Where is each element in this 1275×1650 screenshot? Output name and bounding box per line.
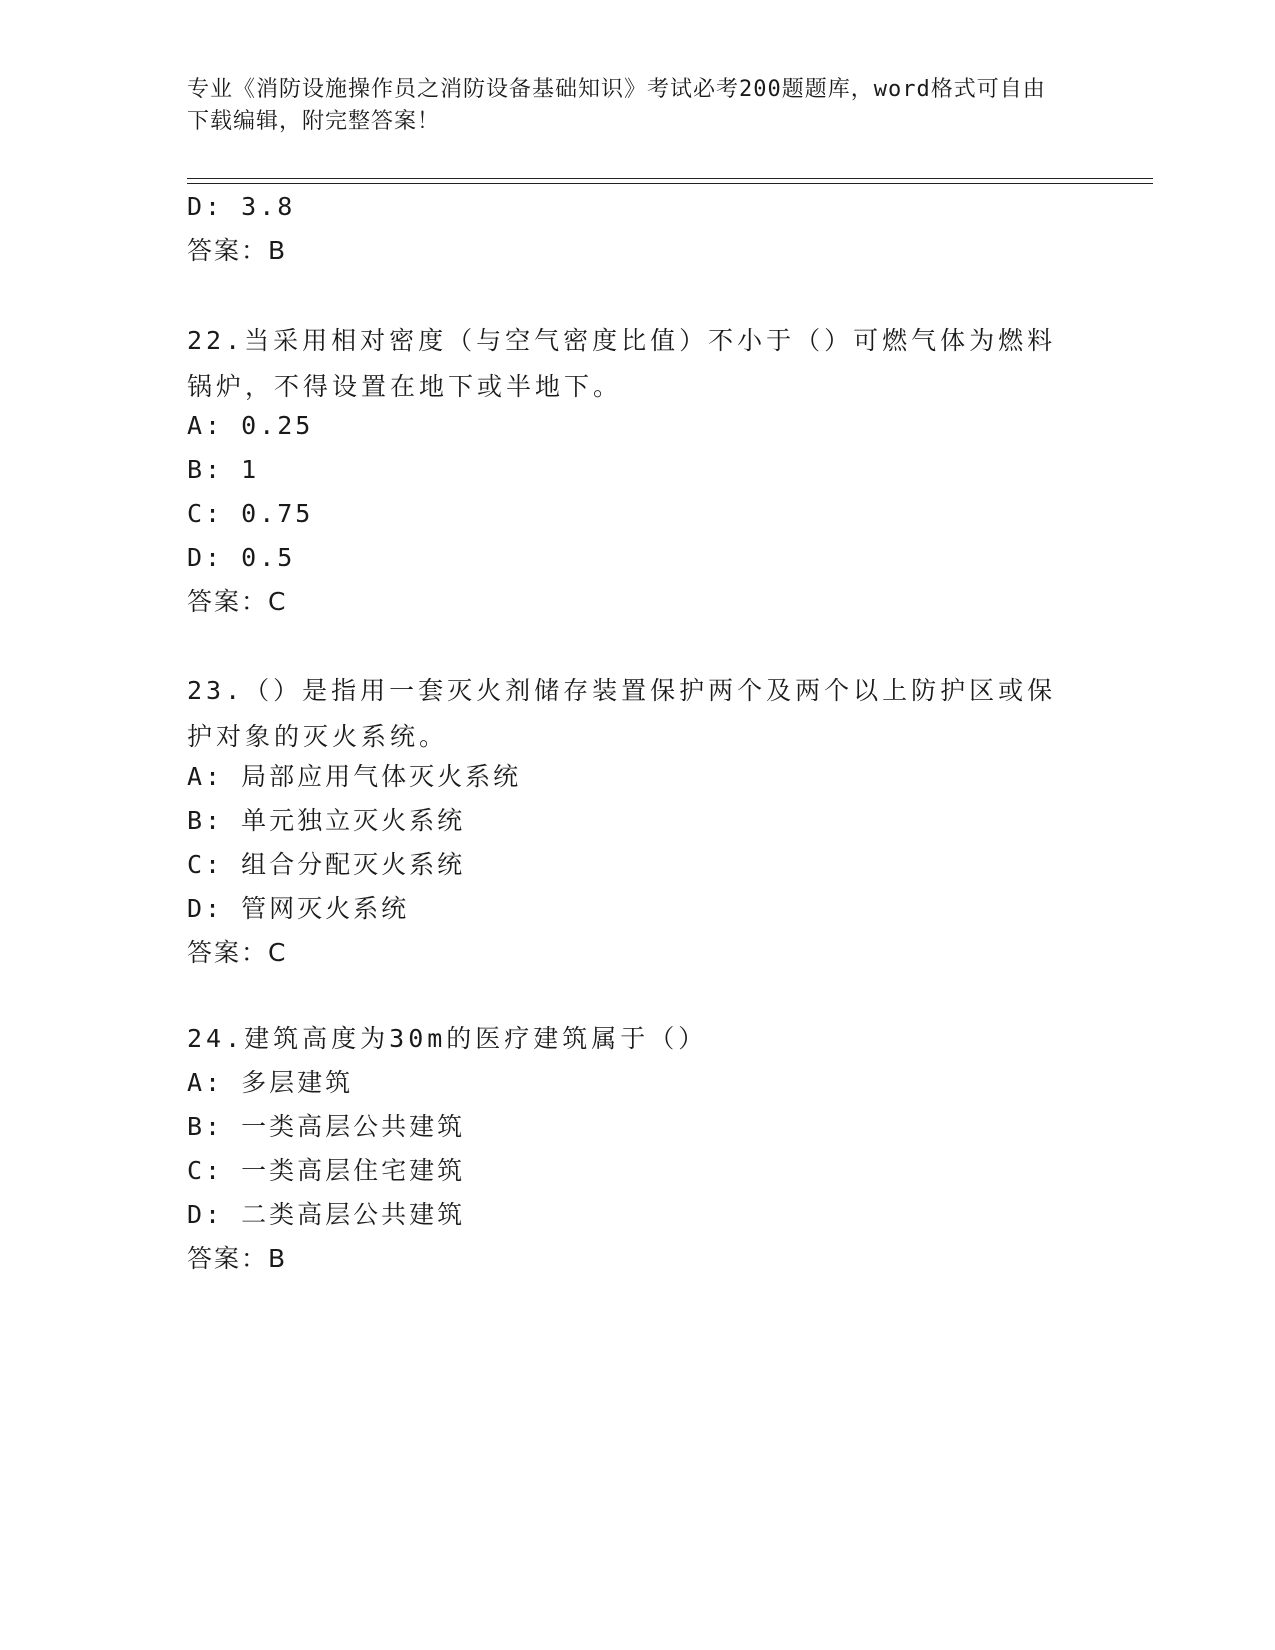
question-24-stem: 24.建筑高度为30m的医疗建筑属于（）: [187, 1024, 708, 1053]
question-24-answer: 答案：B: [187, 1244, 288, 1273]
question-22-option-b: B: 1: [187, 455, 260, 484]
header-rule-bottom: [187, 183, 1153, 184]
document-header: 专业《消防设施操作员之消防设备基础知识》考试必考200题题库，word格式可自由下载编辑，附完整答案！: [187, 77, 1046, 134]
question-24-option-b: B: 一类高层公共建筑: [187, 1112, 466, 1141]
question-23-stem: 23.（）是指用一套灭火剂储存装置保护两个及两个以上防护区或保护对象的灭火系统。: [187, 676, 1057, 751]
question-24-option-d: D: 二类高层公共建筑: [187, 1200, 466, 1229]
question-22-answer: 答案：C: [187, 587, 288, 616]
question-24-option-c: C: 一类高层住宅建筑: [187, 1156, 466, 1185]
question-22-stem: 22.当采用相对密度（与空气密度比值）不小于（）可燃气体为燃料锅炉，不得设置在地下或半地下。: [187, 326, 1057, 401]
question-22-option-d: D: 0.5: [187, 543, 296, 572]
question-23-option-d: D: 管网灭火系统: [187, 894, 410, 923]
question-23-answer: 答案：C: [187, 938, 288, 967]
question-23-option-a: A: 局部应用气体灭火系统: [187, 762, 522, 791]
question-23-option-c: C: 组合分配灭火系统: [187, 850, 466, 879]
question-22-option-c: C: 0.75: [187, 499, 314, 528]
header-rule-top: [187, 178, 1153, 179]
prev-option-d: D: 3.8: [187, 192, 296, 221]
question-22-option-a: A: 0.25: [187, 411, 314, 440]
question-23-option-b: B: 单元独立灭火系统: [187, 806, 466, 835]
prev-answer: 答案：B: [187, 236, 288, 265]
question-24-option-a: A: 多层建筑: [187, 1068, 354, 1097]
